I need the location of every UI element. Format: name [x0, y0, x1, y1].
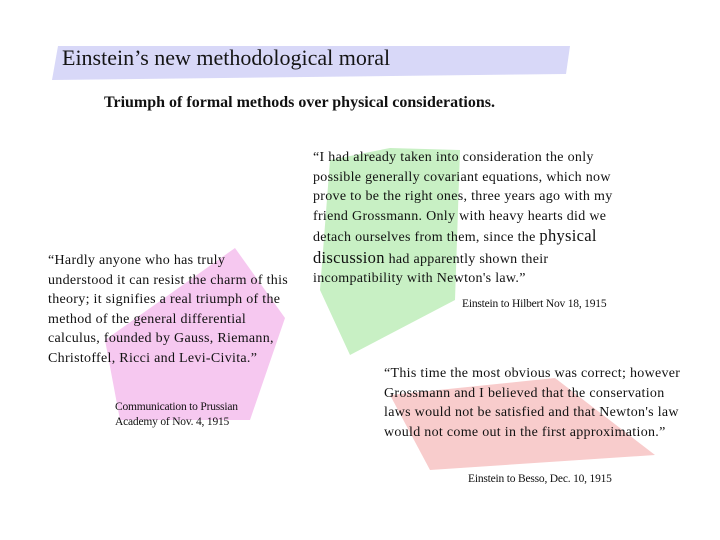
quote-prussian-academy: “Hardly anyone who has truly understood it can resist the charm of this theory; it signifies a real triumph of the method of the general differential calculus, founded by Gauss, Riemann, Christoffel, Ricci and Levi-Civita.” — [48, 253, 289, 366]
slide-title: Einstein’s new methodological moral — [62, 45, 391, 70]
quote-source-hilbert: Einstein to Hilbert Nov 18, 1915 — [462, 298, 607, 310]
quote-hilbert — [313, 148, 633, 289]
quote-source-besso: Einstein to Besso, Dec. 10, 1915 — [468, 473, 612, 485]
quote-hilbert-text-before: “I had already taken into consideration the only possible generally covariant equations, which now prove to be the right ones, three years ago with my friend Grossmann. Only with heavy hearts did we detach ourselves from them, since the — [313, 150, 613, 245]
slide-subtitle: Triumph of formal methods over physical considerations. — [104, 94, 495, 111]
quote-hilbert-text-after: had apparently shown their incompatibility with Newton's law.” — [313, 251, 549, 286]
quote-besso: “This time the most obvious was correct; however Grossmann and I believed that the conservation laws would not be satisfied and that Newton's law would not come out in the first approximation.” — [384, 366, 681, 440]
quote-hilbert-emphasis: physical discussion — [313, 226, 597, 267]
quote-source-prussian-academy: Communication to Prussian Academy of Nov. 4, 1915 — [115, 401, 238, 428]
